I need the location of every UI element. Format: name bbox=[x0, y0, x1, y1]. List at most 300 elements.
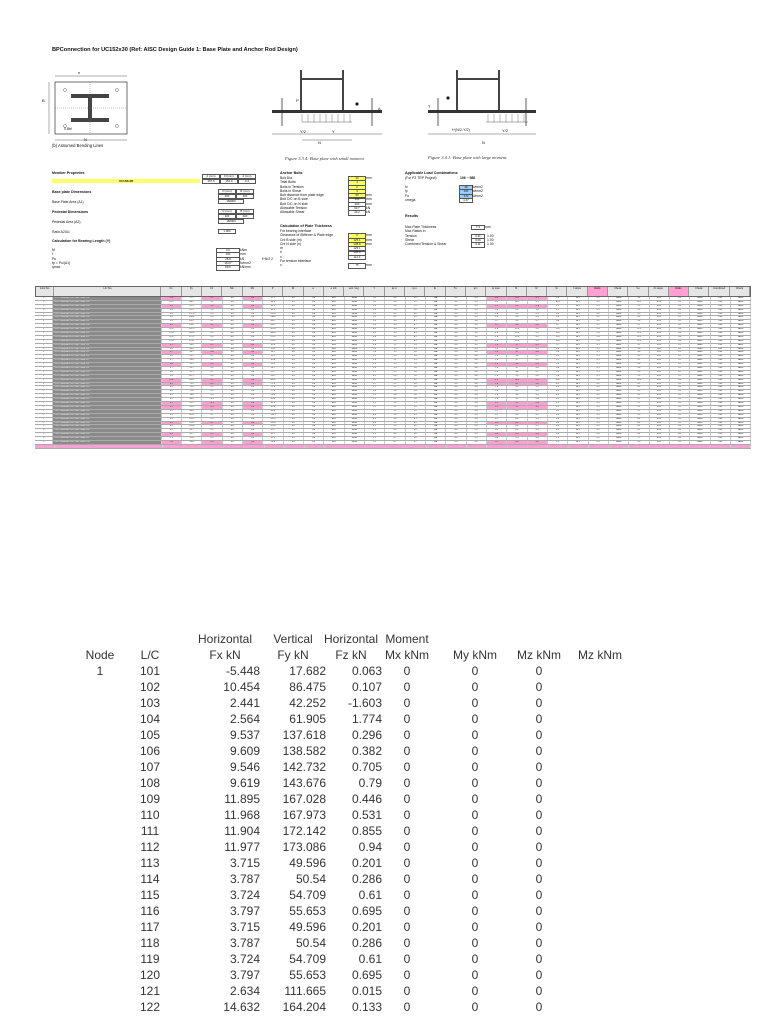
node-table-cell: 3.724 bbox=[229, 952, 260, 966]
sheet-cell: 3.1 bbox=[487, 414, 507, 417]
sheet-col-header: Vu bbox=[628, 287, 648, 296]
sheet-cell: 1 bbox=[35, 422, 53, 425]
sheet-cell: 0.3 bbox=[589, 379, 609, 382]
sheet-cell: PASS bbox=[690, 406, 710, 409]
sheet-cell: 0.0 bbox=[284, 359, 304, 362]
sheet-cell: 66.0 bbox=[324, 414, 344, 417]
sheet-cell: 0.0 bbox=[467, 410, 487, 413]
sheet-col-header: f1 bbox=[507, 287, 527, 296]
sheet-col-header: fu bbox=[547, 287, 567, 296]
sheet-cell: 0.7 bbox=[528, 355, 548, 358]
node-table-cell: 0 bbox=[535, 680, 543, 694]
sheet-cell: 8.2 bbox=[162, 383, 182, 386]
node-table-cell: 167.973 bbox=[282, 808, 326, 822]
sheet-cell: 12.0 bbox=[162, 340, 182, 343]
sheet-highlight-row bbox=[35, 445, 751, 449]
sheet-cell: 0.8 bbox=[487, 437, 507, 440]
node-table-cell: 0 bbox=[403, 824, 411, 838]
sheet-cell: 0.0 bbox=[304, 340, 324, 343]
sheet-cell: 0.0 bbox=[304, 324, 324, 327]
sheet-cell: 0.0 bbox=[202, 406, 222, 409]
node-table-cell: 119 bbox=[140, 952, 160, 966]
sheet-cell: 1.9 bbox=[487, 386, 507, 389]
sheet-cell: 0.2 bbox=[528, 344, 548, 347]
sheet-cell: 0.0 bbox=[284, 398, 304, 401]
sheet-cell: 44.2 bbox=[568, 425, 588, 428]
sheet-col-header: f2 bbox=[527, 287, 547, 296]
node-table-cell: 0 bbox=[535, 984, 543, 998]
sheet-cell: 0.1 bbox=[528, 297, 548, 300]
sheet-cell: 2.0 bbox=[406, 390, 426, 393]
node-table-cell: 42.252 bbox=[289, 696, 326, 710]
sheet-cell: 0.00 bbox=[711, 305, 731, 308]
node-table-cell: 0 bbox=[403, 776, 411, 790]
sheet-cell: 66.0 bbox=[324, 305, 344, 308]
sheet-cell: N/A bbox=[426, 359, 446, 362]
sheet-cell: 35.7 bbox=[263, 433, 283, 436]
sheet-cell: 44.2 bbox=[568, 367, 588, 370]
node-table-cell: 0.61 bbox=[358, 888, 382, 902]
sheet-cell: 66.0 bbox=[324, 348, 344, 351]
sheet-cell: 0.0 bbox=[467, 320, 487, 323]
sheet-cell: 66.0 bbox=[324, 351, 344, 354]
sheet-cell: 0.0 bbox=[284, 414, 304, 417]
member-props-heading: Member Properties bbox=[52, 171, 85, 175]
sheet-cell: 0.0 bbox=[467, 398, 487, 401]
sheet-cell: 44.2 bbox=[568, 422, 588, 425]
sheet-cell: PASS bbox=[690, 351, 710, 354]
sheet-cell: 0.0 bbox=[223, 406, 243, 409]
sheet-cell: 11.9 bbox=[629, 336, 649, 339]
sheet-cell: 0.2 bbox=[589, 301, 609, 304]
sheet-cell: 0.0 bbox=[243, 316, 263, 319]
node-table-cell: 0 bbox=[403, 808, 411, 822]
node-table-cell: 0 bbox=[403, 936, 411, 950]
sheet-cell: 0.1 bbox=[528, 410, 548, 413]
sheet-cell: 120 COMBINATION LOAD CASE 120 bbox=[53, 371, 161, 374]
sheet-cell: PASS bbox=[690, 410, 710, 413]
sheet-cell: 1.8 bbox=[528, 309, 548, 312]
node-table-cell: 0 bbox=[471, 840, 479, 854]
sheet-cell: 3.2 bbox=[385, 316, 405, 319]
sheet-cell: 1.3 bbox=[406, 344, 426, 347]
sheet-cell: 0.0 bbox=[223, 425, 243, 428]
sheet-cell: 4.3 bbox=[406, 328, 426, 331]
sheet-cell: 46.4 bbox=[182, 410, 202, 413]
sheet-cell: 40.3 bbox=[182, 398, 202, 401]
sheet-cell: PASS bbox=[690, 363, 710, 366]
sheet-cell: 77.0 bbox=[182, 390, 202, 393]
col-header-fz: Fz kN bbox=[335, 648, 367, 662]
sheet-cell: 0.0 bbox=[243, 324, 263, 327]
sheet-cell: 1 bbox=[35, 363, 53, 366]
sheet-cell: 0.0 bbox=[467, 379, 487, 382]
sheet-cell: 8.3 bbox=[162, 386, 182, 389]
sheet-cell: 119 COMBINATION LOAD CASE 119 bbox=[53, 367, 161, 370]
sheet-cell: 9.5 bbox=[507, 313, 527, 316]
sheet-col-header: Mx bbox=[222, 287, 242, 296]
sheet-cell: 0.2 bbox=[670, 324, 690, 327]
sheet-cell: Small bbox=[345, 359, 365, 362]
sheet-cell: 1.3 bbox=[487, 363, 507, 366]
sheet-cell: Small bbox=[345, 422, 365, 425]
sheet-cell: Small bbox=[345, 433, 365, 436]
sheet-cell: PASS bbox=[731, 305, 751, 308]
node-table-cell: 0.695 bbox=[351, 968, 382, 982]
node-table-cell: 116 bbox=[140, 904, 160, 918]
sheet-cell: 6.4 bbox=[162, 418, 182, 421]
sheet-cell: 1.3 bbox=[365, 429, 385, 432]
sheet-cell: 3.7 bbox=[629, 344, 649, 347]
sheet-cell: 3.8 bbox=[507, 355, 527, 358]
sheet-cell: 4.5 bbox=[487, 336, 507, 339]
sheet-cell: 0.1 bbox=[670, 402, 690, 405]
sheet-cell: 0.0 bbox=[446, 394, 466, 397]
sheet-cell: 0.0 bbox=[243, 437, 263, 440]
sheet-cell: 0.0 bbox=[467, 332, 487, 335]
sheet-cell: 111.7 bbox=[263, 375, 283, 378]
sheet-cell: PASS bbox=[690, 379, 710, 382]
node-table-cell: -5.448 bbox=[225, 664, 260, 678]
sheet-cell: 0.0 bbox=[223, 336, 243, 339]
sheet-cell: 0.1 bbox=[589, 398, 609, 401]
sheet-cell: PASS bbox=[731, 309, 751, 312]
sheet-cell: 4.3 bbox=[487, 332, 507, 335]
sheet-cell: 4.5 bbox=[487, 340, 507, 343]
sheet-cell: N/A bbox=[426, 406, 446, 409]
sheet-cell: 44.2 bbox=[568, 340, 588, 343]
sheet-cell: PASS bbox=[731, 332, 751, 335]
sheet-cell: 2.4 bbox=[507, 305, 527, 308]
sheet-cell: 0.3 bbox=[670, 336, 690, 339]
sheet-cell: 8.2 bbox=[548, 383, 568, 386]
sheet-cell: 3.7 bbox=[406, 320, 426, 323]
member-cols: d (mm) bf (mm) tf (mm) bbox=[202, 174, 256, 179]
sheet-cell: 44.2 bbox=[650, 313, 670, 316]
sheet-cell: 2.0 bbox=[487, 394, 507, 397]
sheet-cell: PASS bbox=[609, 363, 629, 366]
sheet-cell: 44.2 bbox=[650, 414, 670, 417]
node-table-cell: 0 bbox=[535, 792, 543, 806]
sheet-cell: 0.0 bbox=[243, 410, 263, 413]
sheet-cell: 0.00 bbox=[711, 336, 731, 339]
sheet-cell: N/A bbox=[426, 425, 446, 428]
sheet-cell: PASS bbox=[609, 437, 629, 440]
node-table-cell: 0 bbox=[535, 904, 543, 918]
sheet-cell: 44.2 bbox=[650, 309, 670, 312]
sheet-col-header: Ratio bbox=[588, 287, 608, 296]
sheet-cell: 44.2 bbox=[650, 379, 670, 382]
sheet-cell: 3.7 bbox=[406, 324, 426, 327]
node-table-cell: 0.133 bbox=[351, 1000, 382, 1014]
sheet-cell: 124.6 bbox=[263, 422, 283, 425]
sheet-cell: 44.2 bbox=[650, 367, 670, 370]
sheet-cell: 0.0 bbox=[304, 441, 324, 444]
sheet-cell: PASS bbox=[690, 367, 710, 370]
sheet-cell: 0.0 bbox=[223, 383, 243, 386]
sheet-cell: 0.0 bbox=[304, 305, 324, 308]
node-table-cell: 0 bbox=[403, 728, 411, 742]
sheet-cell: 1.4 bbox=[385, 309, 405, 312]
sheet-cell: 0.2 bbox=[589, 429, 609, 432]
sheet-cell: 0.2 bbox=[202, 344, 222, 347]
sheet-cell: 5.1 bbox=[629, 398, 649, 401]
node-table-cell: 0 bbox=[403, 664, 411, 678]
sheet-cell: 11.9 bbox=[162, 328, 182, 331]
node-table-cell: 101 bbox=[139, 664, 161, 678]
node-table-cell: 0.531 bbox=[351, 808, 382, 822]
sheet-cell: 0.8 bbox=[528, 324, 548, 327]
sheet-cell: 55.7 bbox=[182, 355, 202, 358]
sheet-cell: 44.2 bbox=[568, 348, 588, 351]
sheet-cell: PASS bbox=[690, 414, 710, 417]
sheet-cell: 1.3 bbox=[487, 359, 507, 362]
sheet-cell: 3.8 bbox=[162, 348, 182, 351]
sheet-cell: 0.00 bbox=[711, 375, 731, 378]
sheet-cell: 0.1 bbox=[589, 375, 609, 378]
sheet-cell: 0.1 bbox=[589, 410, 609, 413]
sheet-cell: 0.0 bbox=[467, 394, 487, 397]
sheet-cell: 44.2 bbox=[568, 410, 588, 413]
sheet-cell: 0.1 bbox=[670, 425, 690, 428]
sheet-cell: 1 bbox=[35, 305, 53, 308]
sheet-cell: 0.4 bbox=[202, 383, 222, 386]
member-vals: 157.6 152.9 9.4 bbox=[202, 179, 256, 184]
col-header-node: Node bbox=[85, 648, 115, 662]
sheet-cell: 0.0 bbox=[243, 359, 263, 362]
sheet-cell: 0.0 bbox=[304, 309, 324, 312]
sheet-cell: 0.0 bbox=[284, 437, 304, 440]
sheet-cell: PASS bbox=[609, 379, 629, 382]
sheet-cell: 0.0 bbox=[446, 340, 466, 343]
sheet-cell: 0.00 bbox=[711, 309, 731, 312]
sheet-cell: 0.4 bbox=[202, 316, 222, 319]
sheet-cell: 0.1 bbox=[670, 398, 690, 401]
sheet-cell: 0.1 bbox=[202, 297, 222, 300]
sheet-cell: 0.1 bbox=[670, 422, 690, 425]
sheet-cell: 0.0 bbox=[467, 386, 487, 389]
sheet-cell: 55.7 bbox=[182, 371, 202, 374]
sheet-cell: 1.2 bbox=[406, 410, 426, 413]
sheet-cell: 0.00 bbox=[711, 301, 731, 304]
sheet-cell: 0.2 bbox=[589, 386, 609, 389]
sheet-cell: 0.0 bbox=[243, 309, 263, 312]
sheet-cell: 66.0 bbox=[324, 313, 344, 316]
node-table-cell: 0 bbox=[535, 728, 543, 742]
sheet-cell: 0.0 bbox=[223, 340, 243, 343]
sheet-cell: 0.0 bbox=[223, 422, 243, 425]
sheet-cell: 1 bbox=[35, 359, 53, 362]
sheet-cell: 44.2 bbox=[568, 324, 588, 327]
sheet-cell: 1 bbox=[35, 398, 53, 401]
sheet-cell: 0.0 bbox=[446, 379, 466, 382]
sheet-col-header: M bbox=[283, 287, 303, 296]
sheet-cell: 0.0 bbox=[467, 348, 487, 351]
sheet-cell: 44.2 bbox=[650, 402, 670, 405]
sheet-cell: 0.1 bbox=[670, 410, 690, 413]
sheet-cell: 66.0 bbox=[324, 383, 344, 386]
sheet-cell: 0.0 bbox=[243, 425, 263, 428]
sheet-cell: 11.9 bbox=[629, 328, 649, 331]
sheet-cell: 0.0 bbox=[284, 340, 304, 343]
sheet-cell: 0.0 bbox=[446, 320, 466, 323]
node-table-cell: 0 bbox=[403, 792, 411, 806]
sheet-cell: PASS bbox=[731, 348, 751, 351]
sheet-cell: 1.8 bbox=[406, 383, 426, 386]
sheet-cell: 0.0 bbox=[304, 379, 324, 382]
sheet-cell: 0.0 bbox=[446, 351, 466, 354]
sheet-cell: 44.2 bbox=[650, 305, 670, 308]
sheet-cell: 0.7 bbox=[487, 441, 507, 444]
sheet-cell: 2.6 bbox=[162, 375, 182, 378]
sheet-cell: PASS bbox=[690, 402, 710, 405]
sheet-cell: 6.2 bbox=[365, 328, 385, 331]
sheet-cell: 0.1 bbox=[670, 371, 690, 374]
sheet-cell: 0.0 bbox=[670, 433, 690, 436]
sheet-cell: PASS bbox=[609, 305, 629, 308]
sheet-cell: 46.4 bbox=[263, 410, 283, 413]
node-table-cell: 109 bbox=[139, 792, 161, 806]
sheet-cell: 1.5 bbox=[365, 402, 385, 405]
sheet-cell: 142.7 bbox=[263, 320, 283, 323]
sheet-cell: 1 bbox=[35, 301, 53, 304]
node-table-cell: 122 bbox=[139, 1000, 161, 1014]
sheet-cell: 0.0 bbox=[243, 433, 263, 436]
node-table-cell: 0 bbox=[535, 968, 543, 982]
sheet-cell: 44.2 bbox=[650, 394, 670, 397]
sheet-cell: 2.9 bbox=[487, 375, 507, 378]
sheet-cell: 44.2 bbox=[650, 328, 670, 331]
sheet-cell: PASS bbox=[609, 336, 629, 339]
sheet-cell: 0.0 bbox=[284, 313, 304, 316]
sheet-cell: 0.0 bbox=[284, 379, 304, 382]
sheet-cell: 3.8 bbox=[548, 351, 568, 354]
sheet-cell: 0.4 bbox=[202, 328, 222, 331]
sheet-cell: 0.7 bbox=[528, 320, 548, 323]
col-header-mx: Mx kNm bbox=[385, 648, 429, 662]
sheet-cell: 172.1 bbox=[263, 336, 283, 339]
sheet-cell: 1.3 bbox=[406, 359, 426, 362]
sheet-cell: 66.0 bbox=[324, 429, 344, 432]
sheet-cell: 0.1 bbox=[670, 414, 690, 417]
sheet-cell: 1 bbox=[35, 433, 53, 436]
node-table-cell: 0 bbox=[403, 1000, 411, 1014]
sheet-cell: 66.0 bbox=[324, 316, 344, 319]
sheet-cell: 0.0 bbox=[446, 441, 466, 444]
node-table-cell: 115 bbox=[140, 888, 160, 902]
sheet-cell: 1 bbox=[35, 390, 53, 393]
node-table-cell: 11.977 bbox=[224, 840, 260, 854]
node-table-cell: 0.855 bbox=[351, 824, 382, 838]
sheet-cell: PASS bbox=[690, 425, 710, 428]
sheet-cell: 0.0 bbox=[284, 406, 304, 409]
sheet-cell: 0.00 bbox=[711, 410, 731, 413]
sheet-cell: Small bbox=[345, 367, 365, 370]
sheet-cell: 44.2 bbox=[650, 351, 670, 354]
sheet-cell: 0.0 bbox=[284, 410, 304, 413]
sheet-cell: 3.9 bbox=[629, 371, 649, 374]
sheet-cell: 44.2 bbox=[568, 433, 588, 436]
sheet-cell: 54.7 bbox=[263, 351, 283, 354]
sheet-cell: Small bbox=[345, 383, 365, 386]
sheet-cell: 0.0 bbox=[304, 336, 324, 339]
sheet-cell: PASS bbox=[690, 320, 710, 323]
node-table-cell: 0 bbox=[535, 824, 543, 838]
sheet-cell: 1.7 bbox=[385, 383, 405, 386]
sheet-cell: 0.0 bbox=[243, 414, 263, 417]
sheet-cell: 1.0 bbox=[385, 402, 405, 405]
sheet-cell: 3.3 bbox=[385, 320, 405, 323]
sheet-cell: 0.2 bbox=[670, 429, 690, 432]
sheet-cell: 17.7 bbox=[182, 297, 202, 300]
sheet-cell: 0.9 bbox=[528, 394, 548, 397]
sheet-cell: 0.3 bbox=[589, 328, 609, 331]
sheet-cell: 8.3 bbox=[548, 394, 568, 397]
sheet-cell: 0.0 bbox=[243, 441, 263, 444]
sheet-cell: PASS bbox=[731, 418, 751, 421]
sheet-cell: 0.0 bbox=[446, 348, 466, 351]
sheet-cell: Small bbox=[345, 297, 365, 300]
sheet-cell: 132 COMBINATION LOAD CASE 132 bbox=[53, 418, 161, 421]
sheet-cell: 0.0 bbox=[467, 351, 487, 354]
sheet-cell: N/A bbox=[426, 348, 446, 351]
sheet-cell: N/A bbox=[426, 320, 446, 323]
sheet-cell: 0.8 bbox=[385, 433, 405, 436]
sheet-cell: 0.9 bbox=[487, 429, 507, 432]
sheet-cell: 0.00 bbox=[711, 390, 731, 393]
sheet-cell: PASS bbox=[731, 379, 751, 382]
sheet-cell: 0.5 bbox=[528, 332, 548, 335]
sheet-cell: 0.7 bbox=[365, 297, 385, 300]
sheet-cell: 3.2 bbox=[487, 422, 507, 425]
sheet-cell: 66.0 bbox=[324, 328, 344, 331]
sheet-cell: 1.0 bbox=[487, 398, 507, 401]
sheet-cell: 44.2 bbox=[568, 351, 588, 354]
sheet-cell: 9.6 bbox=[507, 324, 527, 327]
sheet-cell: 66.0 bbox=[324, 363, 344, 366]
sheet-cell: 0.1 bbox=[670, 363, 690, 366]
sheet-cell: 0.2 bbox=[589, 324, 609, 327]
sheet-cell: 0.1 bbox=[589, 418, 609, 421]
sheet-cell: 5.1 bbox=[365, 313, 385, 316]
sheet-cell: 44.2 bbox=[650, 437, 670, 440]
sheet-cell: 0.3 bbox=[202, 418, 222, 421]
sheet-cell: 0.0 bbox=[304, 394, 324, 397]
sheet-cell: PASS bbox=[731, 324, 751, 327]
sheet-cell: 0.3 bbox=[670, 379, 690, 382]
sheet-cell: PASS bbox=[731, 355, 751, 358]
sheet-cell: 3.8 bbox=[507, 348, 527, 351]
sheet-cell: 0.3 bbox=[670, 328, 690, 331]
sheet-cell: Small bbox=[345, 410, 365, 413]
sheet-cell: 0.0 bbox=[446, 316, 466, 319]
sheet-cell: 107 COMBINATION LOAD CASE 107 bbox=[53, 320, 161, 323]
sheet-cell: 137 COMBINATION LOAD CASE 137 bbox=[53, 437, 161, 440]
sheet-cell: 0.7 bbox=[528, 422, 548, 425]
sheet-cell: 3.3 bbox=[385, 324, 405, 327]
node-table-cell: 2.441 bbox=[229, 696, 260, 710]
sheet-cell: PASS bbox=[609, 422, 629, 425]
sheet-cell: 0.0 bbox=[284, 422, 304, 425]
sheet-cell: 0.0 bbox=[446, 367, 466, 370]
sheet-cell: 0.3 bbox=[589, 340, 609, 343]
sheet-cell: PASS bbox=[731, 390, 751, 393]
sheet-cell: 1.8 bbox=[385, 394, 405, 397]
sheet-cell: 6.4 bbox=[548, 422, 568, 425]
sheet-cell: 0.0 bbox=[223, 313, 243, 316]
sheet-cell: 1.7 bbox=[385, 386, 405, 389]
sheet-cell: 1.6 bbox=[487, 309, 507, 312]
